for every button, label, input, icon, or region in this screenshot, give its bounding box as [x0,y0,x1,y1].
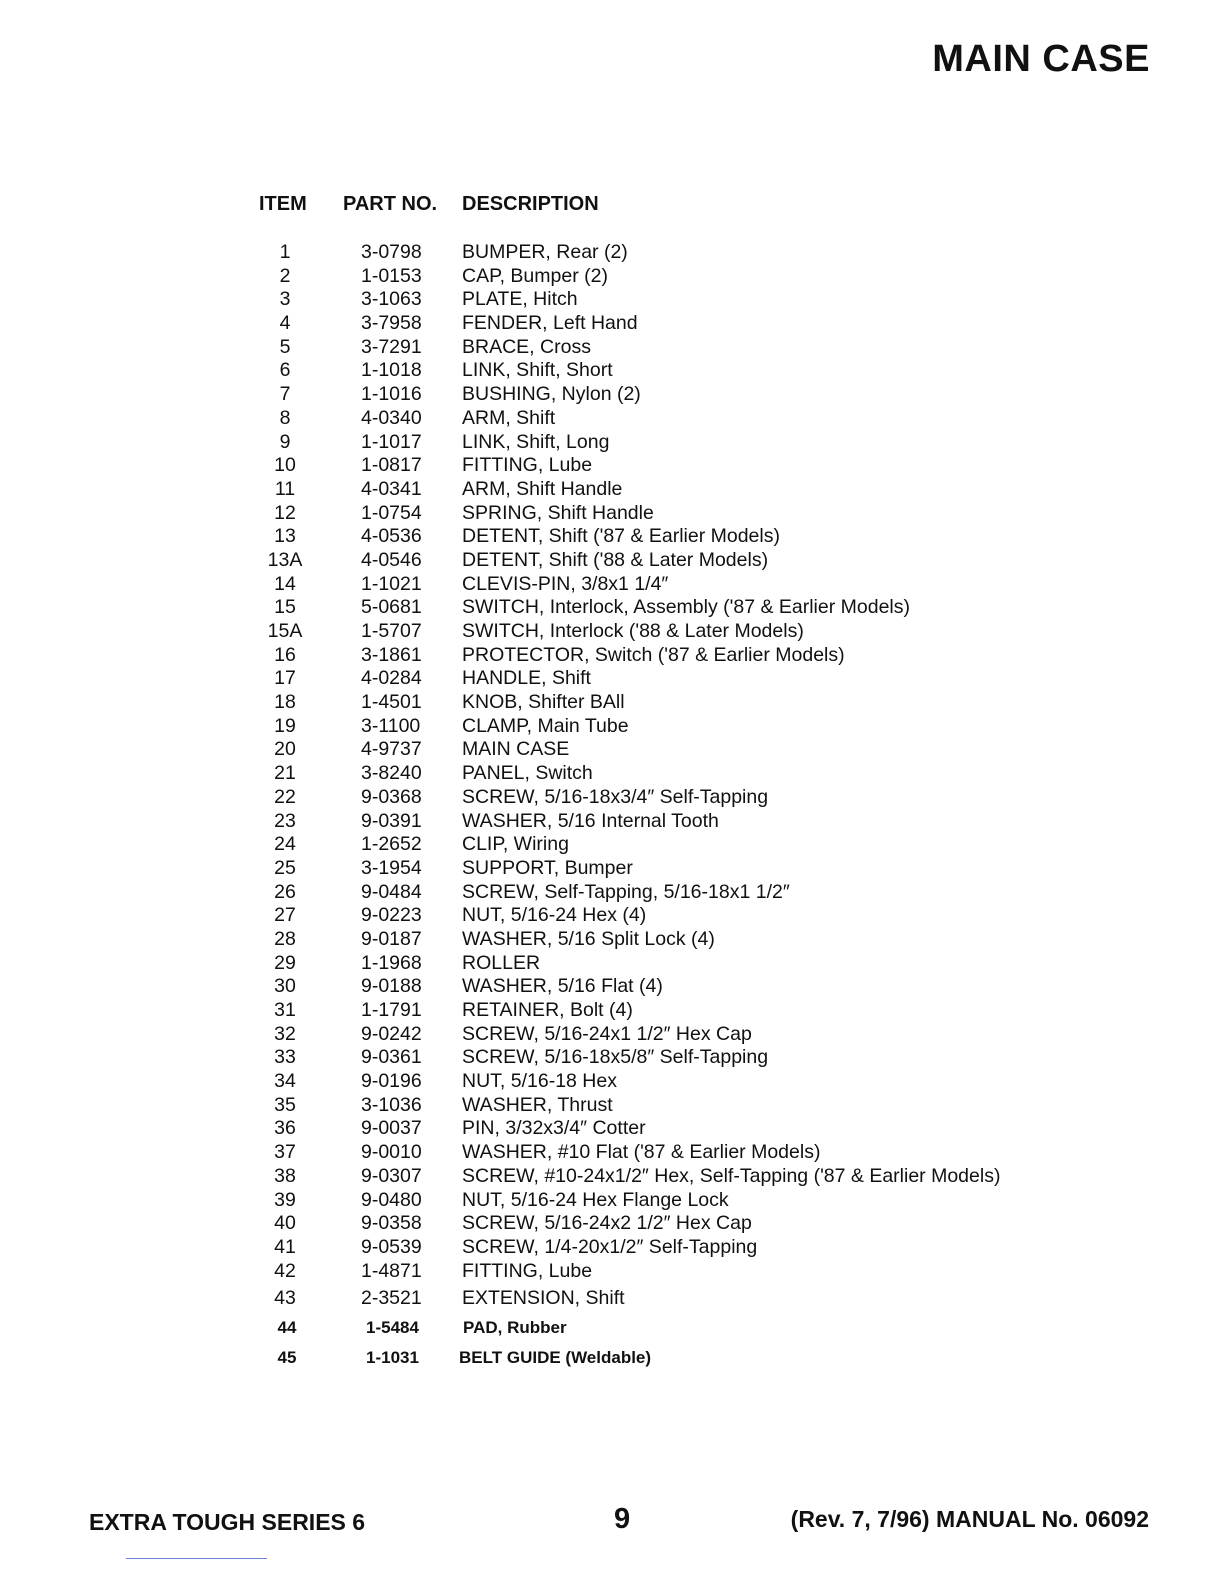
part-description: BUSHING, Nylon (2) [462,383,641,406]
table-row [0,431,1224,455]
table-row [0,336,1224,360]
part-number: 9-0223 [361,904,422,927]
item-number: 40 [274,1212,296,1235]
table-row [0,1070,1224,1094]
part-description: BRACE, Cross [462,335,591,358]
part-description: CLIP, Wiring [462,833,569,856]
column-header-description: DESCRIPTION [462,193,599,215]
item-number: 42 [274,1259,296,1282]
part-description: WASHER, 5/16 Split Lock (4) [462,927,715,950]
item-number: 16 [274,643,296,666]
item-number: 27 [274,904,296,927]
part-number: 3-1954 [361,856,422,879]
item-number: 18 [274,691,296,714]
part-description: BELT GUIDE (Weldable) [459,1348,652,1368]
part-description: SPRING, Shift Handle [462,501,654,524]
part-number: 3-8240 [361,762,422,785]
part-description: FITTING, Lube [462,1259,593,1282]
item-number: 9 [279,430,291,453]
part-number: 3-1861 [361,643,422,666]
item-number: 34 [274,1070,296,1093]
part-number: 1-5707 [361,620,422,642]
item-number: 8 [279,406,291,429]
table-row [0,1094,1224,1118]
part-number: 9-0391 [361,809,422,832]
table-row [0,1141,1224,1165]
table-row [0,478,1224,502]
table-row [0,904,1224,928]
item-number: 7 [279,383,291,406]
table-row [0,1117,1224,1141]
part-number: 1-1021 [361,572,422,595]
part-number: 9-0307 [361,1164,422,1187]
part-description: HANDLE, Shift [462,667,591,690]
item-number: 26 [274,880,296,903]
part-number: 1-1016 [361,383,422,406]
part-number: 9-0484 [361,880,422,903]
part-number: 9-0037 [361,1117,422,1140]
part-description: CLEVIS-PIN, 3/8x1 1/4″ [462,572,669,595]
part-number: 9-0196 [361,1070,422,1093]
part-description: SCREW, Self-Tapping, 5/16-18x1 1/2″ [462,880,790,903]
table-row [0,810,1224,834]
table-row [0,454,1224,478]
item-number: 20 [274,738,296,761]
item-number: 29 [274,951,296,974]
table-row [0,691,1224,715]
footer-manual-number: (Rev. 7, 7/96) MANUAL No. 06092 [790,1506,1149,1532]
table-row [0,502,1224,526]
table-row [0,1283,1224,1313]
part-description: LINK, Shift, Short [462,359,613,382]
part-description: RETAINER, Bolt (4) [462,999,633,1021]
table-row [0,1023,1224,1047]
part-number: 1-4501 [361,691,422,714]
part-description: PLATE, Hitch [462,288,578,311]
table-row [0,596,1224,620]
item-number: 31 [274,999,296,1021]
table-row [0,549,1224,573]
part-number: 3-1100 [361,714,421,737]
item-number: 19 [274,714,296,737]
table-row [0,786,1224,810]
item-number: 2 [279,264,291,287]
table-row [0,1260,1224,1284]
part-description: ARM, Shift Handle [462,477,623,500]
part-number: 1-0153 [361,264,422,287]
part-description: FITTING, Lube [462,454,593,477]
part-number: 4-9737 [361,738,422,761]
item-number: 14 [274,572,296,595]
part-number: 1-1017 [361,430,422,453]
item-number: 11 [274,477,296,500]
part-description: WASHER, 5/16 Internal Tooth [462,809,719,832]
item-number: 44 [277,1318,297,1338]
item-number: 25 [274,856,296,879]
table-row [0,928,1224,952]
table-row [0,857,1224,881]
item-number: 6 [279,359,291,382]
table-row [0,715,1224,739]
footer-page-number: 9 [614,1503,631,1535]
item-number: 15 [274,596,296,619]
table-row [0,1212,1224,1236]
part-description: ARM, Shift [462,406,556,429]
part-number: 4-0341 [361,477,422,500]
part-description: BUMPER, Rear (2) [462,241,628,263]
item-number: 43 [274,1287,296,1310]
part-number: 3-0798 [361,241,422,263]
part-number: 4-0340 [361,406,422,429]
table-row [0,407,1224,431]
part-description: NUT, 5/16-24 Hex Flange Lock [462,1188,729,1211]
part-number: 9-0242 [361,1022,422,1045]
item-number: 37 [274,1141,296,1164]
table-row [0,241,1224,265]
item-number: 13A [267,548,303,571]
table-row [0,762,1224,786]
part-description: NUT, 5/16-18 Hex [462,1070,617,1093]
part-number: 1-4871 [361,1259,422,1282]
part-number: 9-0368 [361,785,422,808]
item-number: 41 [274,1235,296,1258]
part-description: FENDER, Left Hand [462,312,638,335]
part-number: 9-0480 [361,1188,422,1211]
part-number: 3-1063 [361,288,422,311]
part-number: 4-0546 [361,548,422,571]
item-number: 28 [274,927,296,950]
table-row [0,1046,1224,1070]
part-description: WASHER, #10 Flat ('87 & Earlier Models) [462,1141,821,1164]
item-number: 3 [279,288,291,311]
part-description: LINK, Shift, Long [462,430,610,453]
table-row [0,265,1224,289]
page-title: MAIN CASE [932,38,1150,80]
table-row [0,999,1224,1023]
item-number: 4 [279,312,291,335]
part-number: 2-3521 [361,1287,422,1310]
part-description: PAD, Rubber [463,1318,567,1338]
item-number: 15A [267,620,303,642]
table-row [0,667,1224,691]
part-number: 9-0187 [361,927,422,950]
part-number: 5-0681 [361,596,422,619]
page-footer [0,1503,1224,1539]
part-number: 4-0536 [361,525,422,548]
part-number: 9-0010 [361,1141,422,1164]
table-row [0,644,1224,668]
item-number: 5 [279,335,291,358]
item-number: 33 [274,1046,296,1069]
table-row [0,359,1224,383]
part-description: SCREW, 5/16-18x5/8″ Self-Tapping [462,1046,769,1069]
item-number: 36 [274,1117,296,1140]
part-number: 1-1018 [361,359,422,382]
footer-series: EXTRA TOUGH SERIES 6 [89,1509,366,1535]
part-description: EXTENSION, Shift [462,1287,625,1310]
column-header-part-no: PART NO. [343,193,438,215]
table-row [0,1343,1224,1373]
item-number: 32 [274,1022,296,1045]
part-description: SCREW, 5/16-24x2 1/2″ Hex Cap [462,1212,752,1235]
item-number: 12 [274,501,296,524]
part-number: 9-0539 [361,1235,422,1258]
item-number: 22 [274,785,296,808]
part-number: 1-5484 [366,1318,419,1338]
item-number: 24 [274,833,296,856]
part-description: PROTECTOR, Switch ('87 & Earlier Models) [462,643,845,666]
part-number: 3-7958 [361,312,422,335]
part-description: NUT, 5/16-24 Hex (4) [462,904,647,927]
item-number: 45 [277,1348,297,1368]
part-number: 3-7291 [361,335,422,358]
item-number: 17 [274,667,296,690]
part-description: SCREW, 5/16-24x1 1/2″ Hex Cap [462,1022,752,1045]
part-number: 9-0358 [361,1212,422,1235]
part-number: 1-0754 [361,501,422,524]
item-number: 1 [279,241,291,263]
part-number: 9-0188 [361,975,422,998]
table-header [0,193,1224,219]
table-row [0,1236,1224,1260]
item-number: 23 [274,809,296,832]
part-description: DETENT, Shift ('88 & Later Models) [462,548,769,571]
part-description: ROLLER [462,951,541,974]
table-row [0,620,1224,644]
part-description: CAP, Bumper (2) [462,264,608,287]
table-row [0,1313,1224,1343]
table-row [0,833,1224,857]
part-description: PIN, 3/32x3/4″ Cotter [462,1117,646,1140]
table-row [0,525,1224,549]
table-row [0,383,1224,407]
bottom-rule [126,1558,267,1559]
part-number: 1-1031 [366,1348,419,1368]
item-number: 10 [274,454,296,477]
part-description: CLAMP, Main Tube [462,714,629,737]
part-number: 3-1036 [361,1093,422,1116]
item-number: 21 [274,762,296,785]
part-description: WASHER, 5/16 Flat (4) [462,975,663,998]
part-description: SCREW, #10-24x1/2″ Hex, Self-Tapping ('87 & Earlier Models) [462,1164,1001,1187]
part-description: SWITCH, Interlock, Assembly ('87 & Earlier Models) [462,596,911,619]
part-description: SUPPORT, Bumper [462,856,633,879]
table-row [0,952,1224,976]
table-row [0,573,1224,597]
part-description: MAIN CASE [462,738,570,761]
table-row [0,1165,1224,1189]
part-number: 1-0817 [361,454,422,477]
part-description: DETENT, Shift ('87 & Earlier Models) [462,525,780,548]
part-description: KNOB, Shifter BAll [462,691,625,714]
table-row [0,881,1224,905]
part-number: 4-0284 [361,667,422,690]
part-description: SWITCH, Interlock ('88 & Later Models) [462,620,804,642]
part-description: SCREW, 5/16-18x3/4″ Self-Tapping [462,785,769,808]
part-description: WASHER, Thrust [462,1093,613,1116]
parts-list [0,241,1224,1373]
table-row [0,1189,1224,1213]
part-number: 1-1791 [361,999,422,1021]
part-number: 1-2652 [361,833,422,856]
table-row [0,738,1224,762]
part-description: PANEL, Switch [462,762,593,785]
column-header-item: ITEM [259,193,307,215]
item-number: 35 [274,1093,296,1116]
item-number: 39 [274,1188,296,1211]
part-description: SCREW, 1/4-20x1/2″ Self-Tapping [462,1235,758,1258]
item-number: 30 [274,975,296,998]
part-number: 1-1968 [361,951,422,974]
table-row [0,288,1224,312]
item-number: 13 [274,525,296,548]
part-number: 9-0361 [361,1046,422,1069]
table-row [0,975,1224,999]
item-number: 38 [274,1164,296,1187]
table-row [0,312,1224,336]
